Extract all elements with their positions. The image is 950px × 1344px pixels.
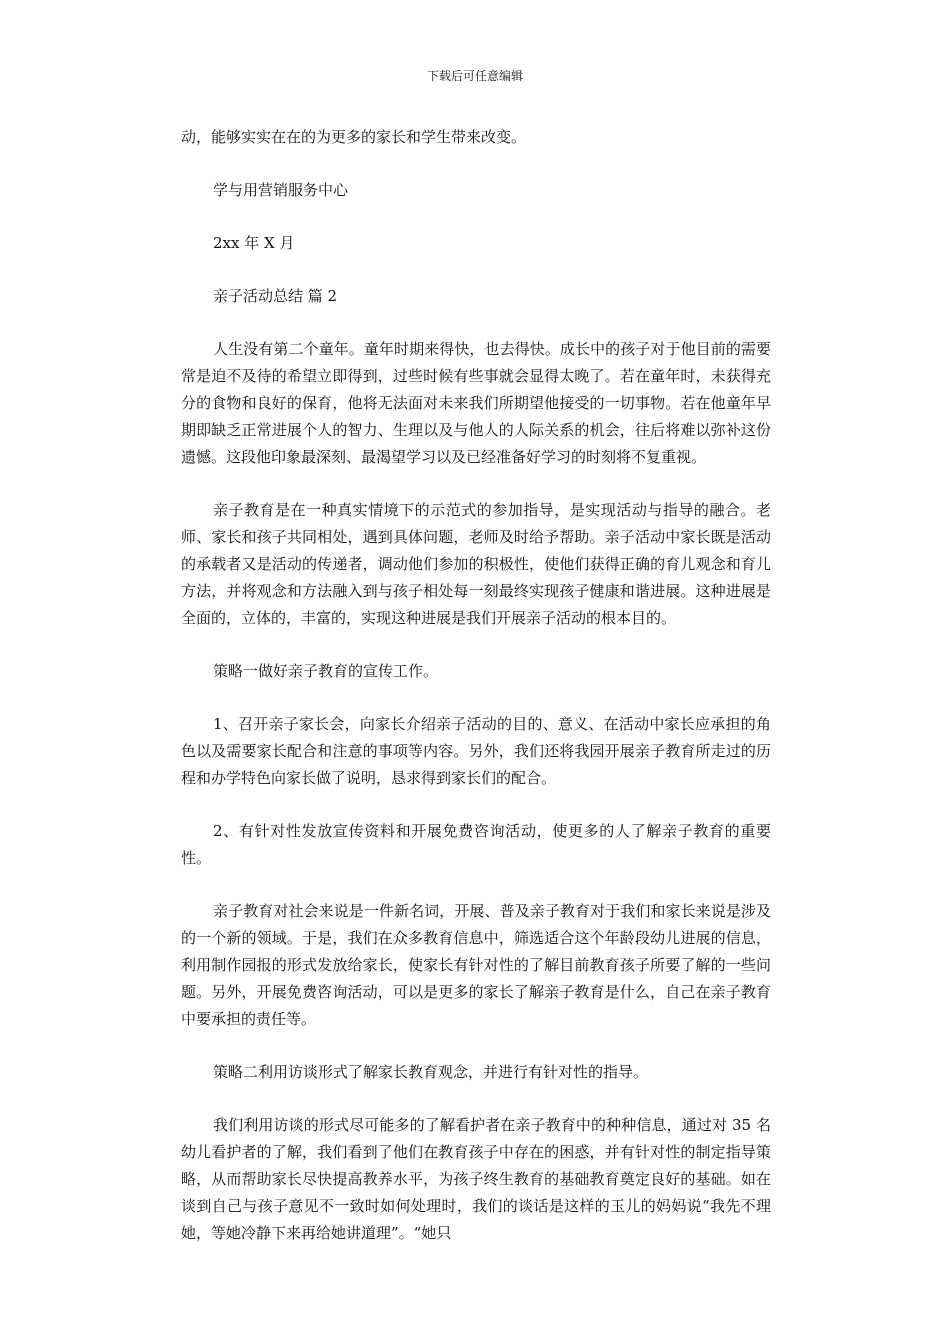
continuation-text: 动，能够实实在在的为更多的家长和学生带来改变。 <box>181 128 527 146</box>
strategy-one-heading: 策略一做好亲子教育的宣传工作。 <box>213 662 439 680</box>
section-title: 亲子活动总结 篇 2 <box>213 287 338 305</box>
document-body <box>181 124 771 1247</box>
page-header-note: 下载后可任意编辑 <box>426 69 523 83</box>
strategy-one-item-1: 1、召开亲子家长会，向家长介绍亲子活动的目的、意义、在活动中家长应承担的角色以及需要家长配合和注意的事项等内容。另外，我们还将我园开展亲子教育所走过的历程和办学特色向家长做了说明，恳求得到家长们的配合。 <box>181 715 771 787</box>
paragraph-new-concept: 亲子教育对社会来说是一件新名词，开展、普及亲子教育对于我们和家长来说是涉及的一个新的领域。于是，我们在众多教育信息中，筛选适合这个年龄段幼儿进展的信息，利用制作园报的形式发放给家长，使家长有针对性的了解目前教育孩子所要了解的一些问题。另外，开展免费咨询活动，可以是更多的家长了解亲子教育是什么，自己在亲子教育中要承担的责任等。 <box>181 902 771 1028</box>
strategy-two-heading: 策略二利用访谈形式了解家长教育观念，并进行有针对性的指导。 <box>213 1063 649 1081</box>
signature-organization: 学与用营销服务中心 <box>213 181 349 199</box>
paragraph-parent-child-education: 亲子教育是在一种真实情境下的示范式的参加指导，是实现活动与指导的融合。老师、家长和孩子共同相处，遇到具体问题，老师及时给予帮助。亲子活动中家长既是活动的承载者又是活动的传递者，调动他们参加的积极性，使他们获得正确的育儿观念和育儿方法，并将观念和方法融入到与孩子相处每一刻最终实现孩子健康和谐进展。这种进展是全面的，立体的，丰富的，实现这种进展是我们开展亲子活动的根本目的。 <box>181 501 771 627</box>
paragraph-childhood: 人生没有第二个童年。童年时期来得快，也去得快。成长中的孩子对于他目前的需要常是迫不及待的希望立即得到，过些时候有些事就会显得太晚了。若在童年时，未获得充分的食物和良好的保育，他将无法面对未来我们所期望他接受的一切事物。若在他童年早期即缺乏正常进展个人的智力、生理以及与他人的人际关系的机会，往后将难以弥补这份遗憾。这段他印象最深刻、最渴望学习以及已经准备好学习的时刻将不复重视。 <box>181 340 771 466</box>
strategy-one-item-2: 2、有针对性发放宣传资料和开展免费咨询活动，使更多的人了解亲子教育的重要性。 <box>181 822 771 867</box>
signature-date: 2xx 年 X 月 <box>213 234 295 252</box>
paragraph-interviews: 我们利用访谈的形式尽可能多的了解看护者在亲子教育中的种种信息，通过对 35 名幼儿看护者的了解，我们看到了他们在教育孩子中存在的困惑，并有针对性的制定指导策略，从而帮助家长尽快提高教养水平，为孩子终生教育的基础教育奠定良好的基础。如在谈到自己与孩子意见不一致时如何处理时，我们的谈话是这样的玉儿的妈妈说“我先不理她，等她冷静下来再给她讲道理”。“她只 <box>181 1116 771 1242</box>
